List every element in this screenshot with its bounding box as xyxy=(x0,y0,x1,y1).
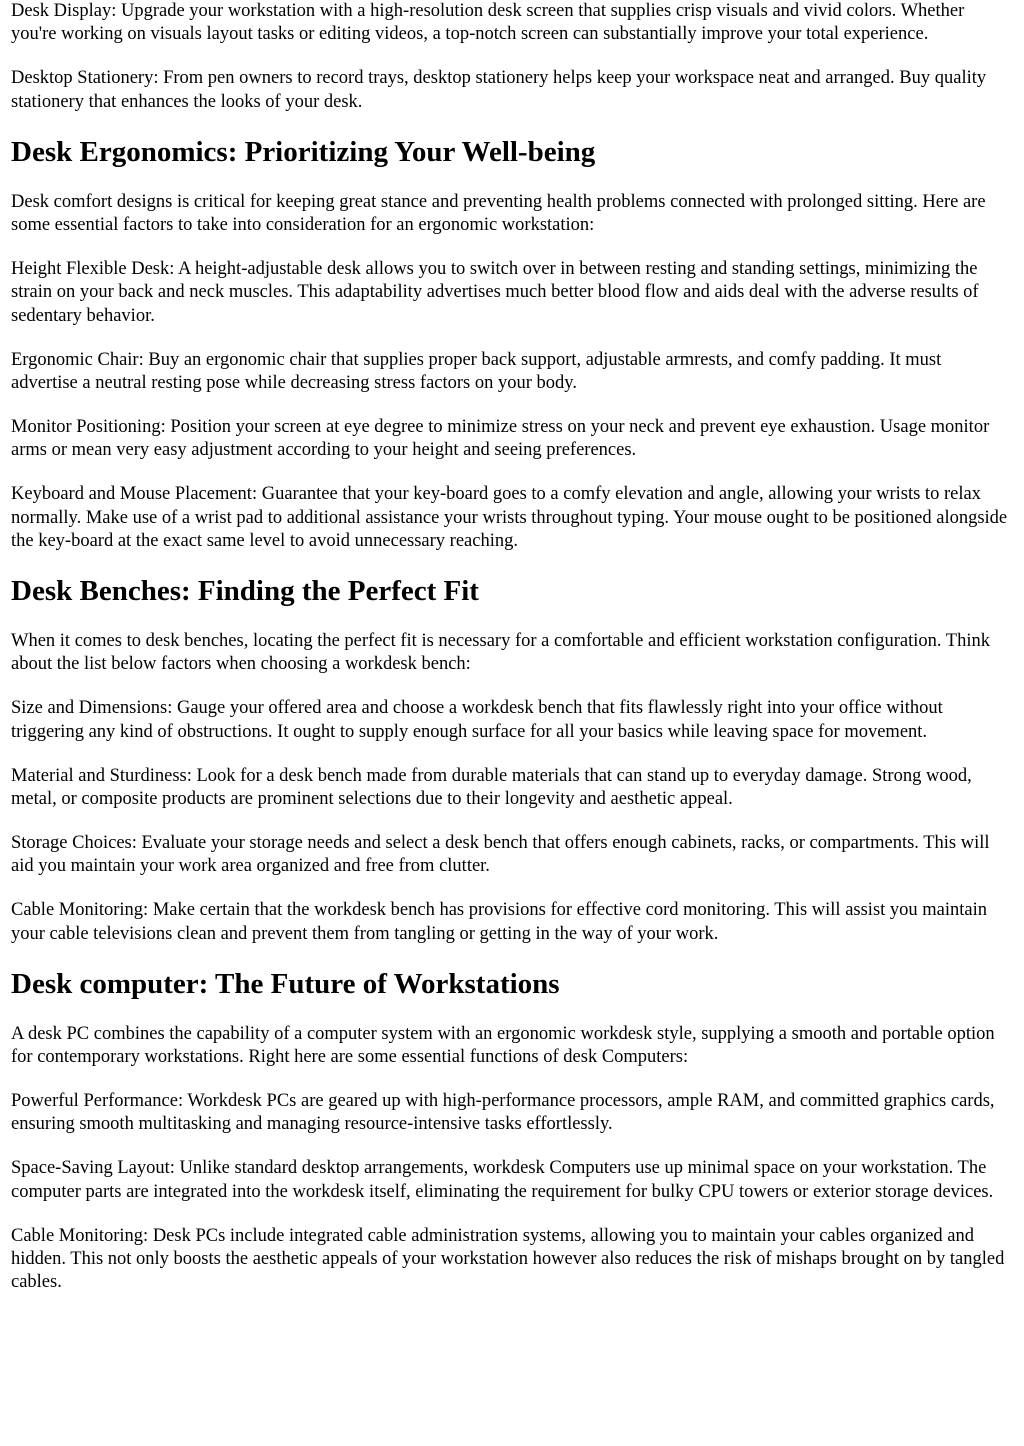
section-paragraph: Monitor Positioning: Position your screen at eye degree to minimize stress on your neck and prevent eye exhaustion. Usage monitor arms or mean very easy adjustment according to your height and seeing preferences. xyxy=(11,416,990,461)
section-paragraph: Space-Saving Layout: Unlike standard desktop arrangements, workdesk Computers use up minimal space on your workstation. The computer parts are integrated into the workdesk itself, eliminating the requirement for bulky CPU towers or exterior storage devices. xyxy=(11,1158,994,1202)
intro-paragraph-desktop-stationery: Desktop Stationery: From pen owners to record trays, desktop stationery helps keep your workspace neat and arranged. Buy quality stationery that enhances the looks of your desk. xyxy=(11,68,987,112)
section-paragraph: Storage Choices: Evaluate your storage needs and select a desk bench that offers enough cabinets, racks, or compartments. This will aid you maintain your work area organized and free from clutter. xyxy=(11,832,990,877)
intro-paragraph-desk-display: Desk Display: Upgrade your workstation with a high-resolution desk screen that supplies crisp visuals and vivid colors. Whether you're working on visuals layout tasks or editing videos, a top-notch screen can substantially improve your total experience. xyxy=(11,1,965,45)
section-paragraph: A desk PC combines the capability of a computer system with an ergonomic workdesk style, supplying a smooth and portable option for contemporary workstations. Right here are some essential functions of desk Computers: xyxy=(11,1023,995,1067)
section-desk-benches xyxy=(11,574,1012,946)
section-desk-ergonomics xyxy=(11,135,1012,554)
section-paragraph: Keyboard and Mouse Placement: Guarantee that your key-board goes to a comfy elevation and angle, allowing your wrists to relax normally. Make use of a wrist pad to additional assistance your wrists throughout typing. Your mouse ought to be positioned alongside the key-board at the exact same level to avoid unnecessary reaching. xyxy=(11,484,1008,552)
section-paragraph: Powerful Performance: Workdesk PCs are geared up with high-performance processors, ample RAM, and committed graphics cards, ensuring smooth multitasking and managing resource-intensive tasks effortlessly. xyxy=(11,1090,995,1135)
section-paragraph: Cable Monitoring: Make certain that the workdesk bench has provisions for effective cord monitoring. This will assist you maintain your cable televisions clean and prevent them from tangling or getting in the way of your work. xyxy=(11,900,988,944)
section-paragraph: Height Flexible Desk: A height-adjustable desk allows you to switch over in between resting and standing settings, minimizing the strain on your back and neck muscles. This adaptability advertises much better blood flow and aids deal with the adverse results of sedentary behavior. xyxy=(11,258,979,326)
section-heading: Desk Benches: Finding the Perfect Fit xyxy=(11,575,479,607)
section-paragraph: When it comes to desk benches, locating the perfect fit is necessary for a comfortable and efficient workstation configuration. Think about the list below factors when choosing a workdesk bench: xyxy=(11,631,990,675)
section-paragraph: Material and Sturdiness: Look for a desk bench made from durable materials that can stand up to everyday damage. Strong wood, metal, or composite products are prominent selections due to their longevity and aesthetic appeal. xyxy=(11,765,972,810)
section-desk-computer xyxy=(11,967,1012,1295)
section-paragraph: Desk comfort designs is critical for keeping great stance and preventing health problems connected with prolonged sitting. Here are some essential factors to take into consideration for an ergonomic workstation: xyxy=(11,191,986,236)
section-paragraph: Ergonomic Chair: Buy an ergonomic chair that supplies proper back support, adjustable armrests, and comfy padding. It must advertise a neutral resting pose while decreasing stress factors on your body. xyxy=(11,349,942,394)
section-paragraph: Cable Monitoring: Desk PCs include integrated cable administration systems, allowing you to maintain your cables organized and hidden. This not only boosts the aesthetic appeals of your workstation however also reduces the risk of mishaps brought on by tangled cables. xyxy=(11,1225,1005,1293)
section-paragraph: Size and Dimensions: Gauge your offered area and choose a workdesk bench that fits flawlessly right into your office without triggering any kind of obstructions. It ought to supply enough surface for all your basics while leaving space for movement. xyxy=(11,698,943,742)
section-heading: Desk computer: The Future of Workstations xyxy=(11,967,560,1000)
section-heading: Desk Ergonomics: Prioritizing Your Well-being xyxy=(11,135,596,168)
